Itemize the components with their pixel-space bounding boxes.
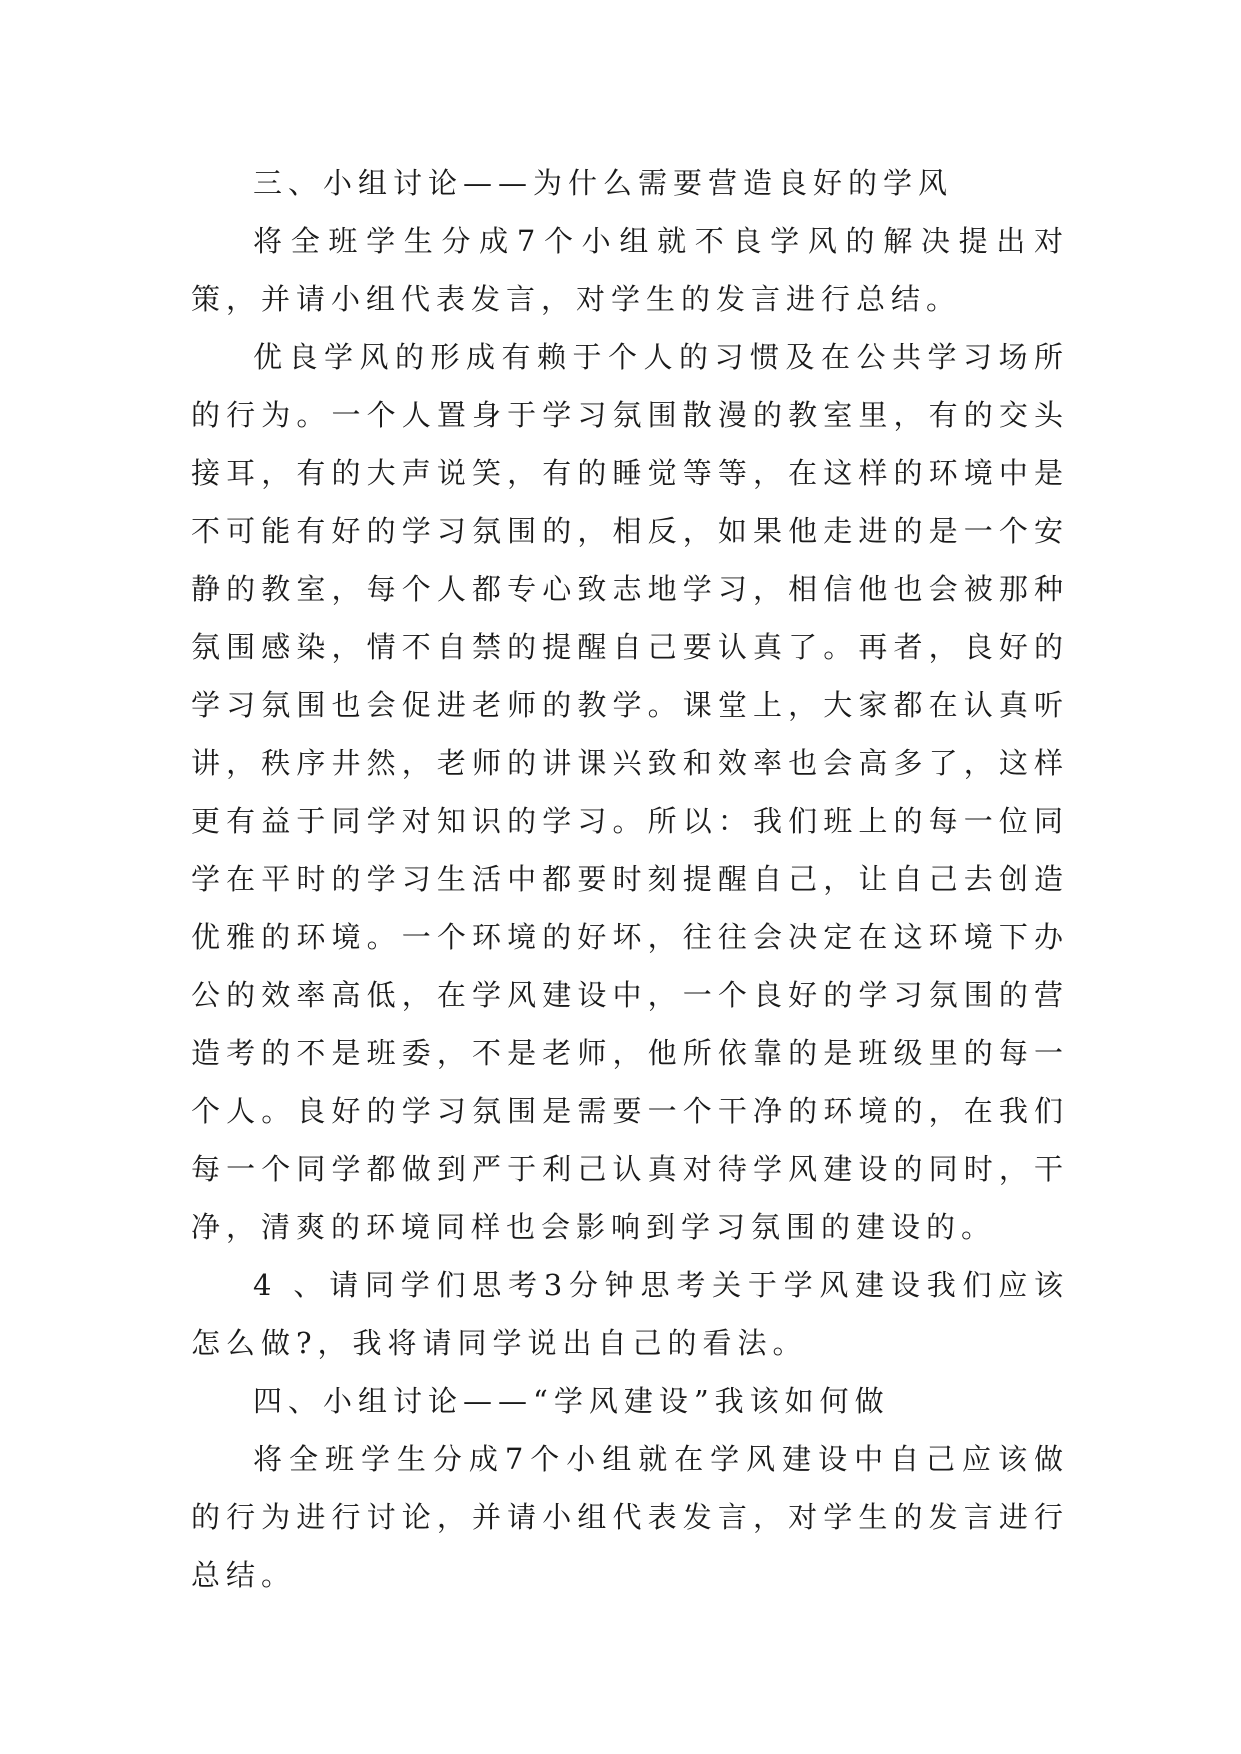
section-heading-4: 四、小组讨论——“学风建设”我该如何做: [253, 1384, 890, 1418]
section-heading-3: 三、小组讨论——为什么需要营造良好的学风: [253, 166, 954, 200]
paragraph-group-discussion-2: 将全班学生分成7个小组就在学风建设中自己应该做的行为进行讨论，并请小组代表发言，对学生的发言进行总结。: [191, 1442, 1069, 1592]
item-4-think: 4 、请同学们思考3分钟思考关于学风建设我们应该怎么做?，我将请同学说出自己的看法。: [191, 1268, 1069, 1360]
paragraph-study-atmosphere: 优良学风的形成有赖于个人的习惯及在公共学习场所的行为。一个人置身于学习氛围散漫的教室里，有的交头接耳，有的大声说笑，有的睡觉等等，在这样的环境中是不可能有好的学习氛围的，相反，如果他走进的是一个安静的教室，每个人都专心致志地学习，相信他也会被那种氛围感染，情不自禁的提醒自己要认真了。再者，良好的学习氛围也会促进老师的教学。课堂上，大家都在认真听讲，秩序井然，老师的讲课兴致和效率也会高多了，这样更有益于同学对知识的学习。所以：我们班上的每一位同学在平时的学习生活中都要时刻提醒自己，让自己去创造优雅的环境。一个环境的好坏，往往会决定在这环境下办公的效率高低，在学风建设中，一个良好的学习氛围的营造考的不是班委，不是老师，他所依靠的是班级里的每一个人。良好的学习氛围是需要一个干净的环境的，在我们每一个同学都做到严于利己认真对待学风建设的同时，干净，清爽的环境同样也会影响到学习氛围的建设的。: [191, 340, 1069, 1244]
paragraph-group-discussion-1: 将全班学生分成7个小组就不良学风的解决提出对策，并请小组代表发言，对学生的发言进行总结。: [191, 224, 1069, 316]
document-page: [191, 154, 1069, 1604]
